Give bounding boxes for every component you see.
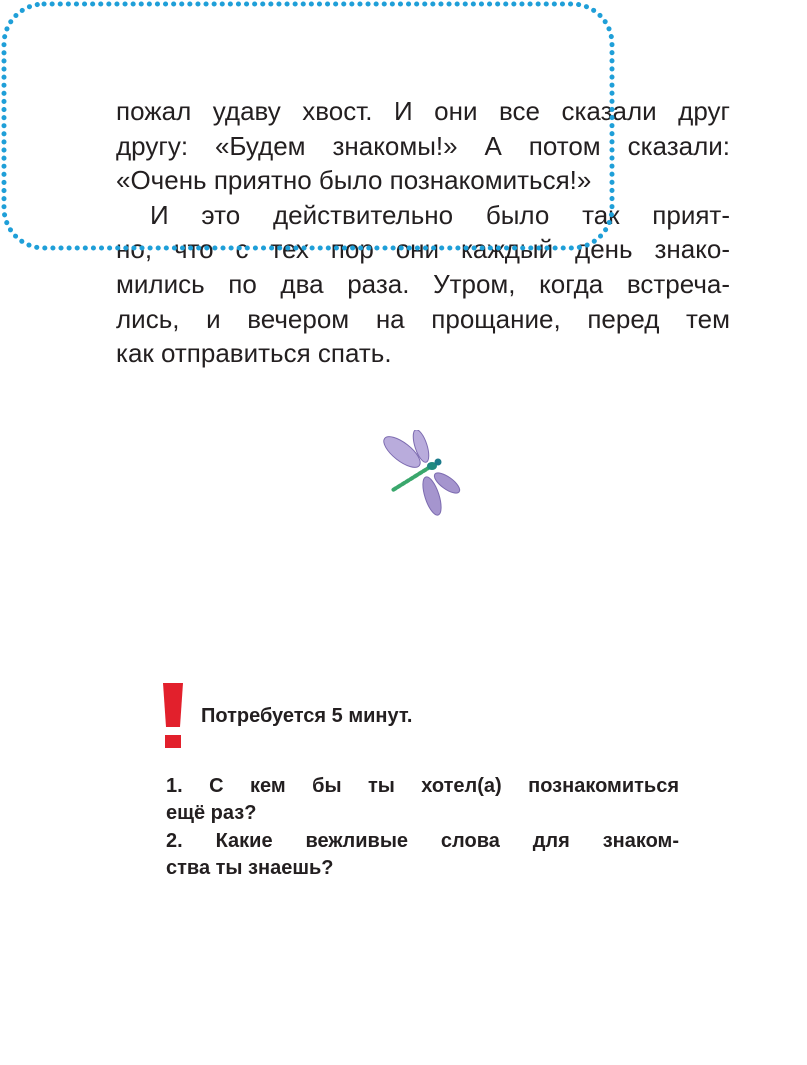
question-list xyxy=(166,773,679,882)
exclamation-icon xyxy=(162,683,184,749)
story-line: И это действительно было так прият- xyxy=(150,199,730,230)
question-line: 2. Какие вежливые слова для знаком- xyxy=(166,829,679,852)
tip-box xyxy=(0,0,616,252)
story-line: как отправиться спать. xyxy=(116,338,392,369)
tip-title: Потребуется 5 минут. xyxy=(201,705,413,727)
story-line: мились по два раза. Утром, когда встреча- xyxy=(116,268,730,299)
question-line: ещё раз? xyxy=(166,802,257,825)
question-line: ства ты знаешь? xyxy=(166,856,334,879)
dragonfly-icon xyxy=(380,430,464,520)
question-line: 1. С кем бы ты хотел(а) познакомиться xyxy=(166,775,679,797)
story-line: лись, и вечером на прощание, перед тем xyxy=(116,303,730,334)
story-line: другу: «Будем знакомы!» А потом сказали: xyxy=(116,130,730,161)
story-line: но, что с тех пор они каждый день знако- xyxy=(116,234,730,265)
story-line: «Очень приятно было познакомиться!» xyxy=(116,165,592,196)
story-line: пожал удаву хвост. И они все сказали друг xyxy=(116,96,730,126)
